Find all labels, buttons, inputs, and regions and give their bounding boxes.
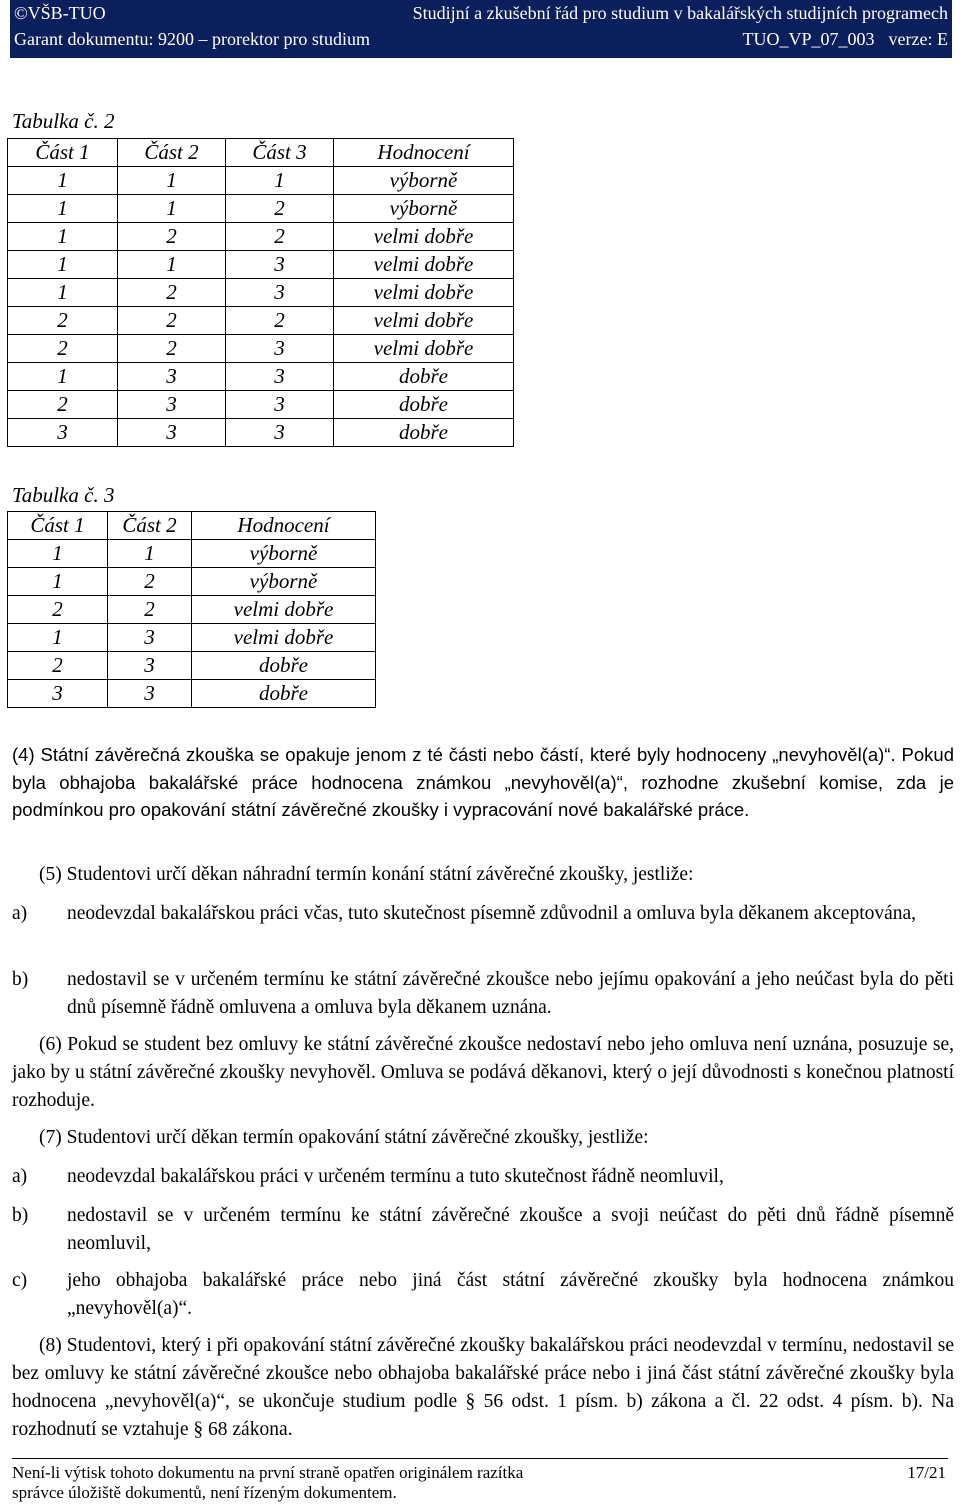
table-row (8, 279, 514, 307)
table-cell: 1 (8, 624, 108, 652)
table-cell: velmi dobře (334, 223, 514, 251)
table-cell: 1 (118, 167, 226, 195)
table-cell: 1 (8, 223, 118, 251)
table-cell: dobře (334, 391, 514, 419)
table-cell: výborně (192, 568, 376, 596)
table-row (8, 251, 514, 279)
table-row (8, 223, 514, 251)
table-cell: 2 (8, 307, 118, 335)
document-title: Studijní a zkušební řád pro studium v bakalářských studijních programech (412, 3, 948, 23)
header-cell: Část 1 (8, 139, 118, 167)
list-item (12, 966, 954, 1022)
table-row (8, 195, 514, 223)
table-row (8, 680, 376, 708)
table-cell: velmi dobře (334, 307, 514, 335)
header-cell: Hodnocení (334, 139, 514, 167)
table-row (8, 391, 514, 419)
table-cell: 2 (8, 335, 118, 363)
footer-line: Není-li výtisk tohoto dokumentu na první straně opatřen originálem razítka (12, 1463, 524, 1482)
paragraph-5: (5) Studentovi určí děkan náhradní termín konání státní závěrečné zkoušky, jestliže: (39, 864, 694, 885)
table-cell: 2 (226, 195, 334, 223)
list-item (12, 1163, 954, 1191)
table-header-row (8, 512, 376, 540)
table-cell: 3 (226, 335, 334, 363)
table-cell: dobře (192, 652, 376, 680)
header-cell: Část 2 (118, 139, 226, 167)
paragraph-4: (4) Státní závěrečná zkouška se opakuje jenom z té části nebo částí, které byly hodnoceny „nevyhověl(a)“. Pokud byla obhajoba bakalářské práce hodnocena známkou „nevyhověl(a)“, rozhodne zkušební komise, zda je podmínkou pro opakování státní závěrečné zkoušky i vypracování nové bakalářské práce. (12, 744, 954, 820)
table-3-caption: Tabulka č. 3 (12, 483, 115, 507)
page-number: 17/21 (907, 1463, 946, 1482)
table-cell: dobře (334, 419, 514, 447)
header-cell: Hodnocení (192, 512, 376, 540)
footer-line: správce úložiště dokumentů, není řízeným dokumentem. (12, 1483, 397, 1502)
table-cell: velmi dobře (192, 596, 376, 624)
table-row (8, 624, 376, 652)
table-cell: 3 (226, 363, 334, 391)
table-row (8, 568, 376, 596)
table-cell: 2 (8, 652, 108, 680)
table-row (8, 652, 376, 680)
table-cell: dobře (192, 680, 376, 708)
table-cell: 2 (118, 223, 226, 251)
document-code: TUO_VP_07_003 (742, 29, 875, 49)
table-row (8, 363, 514, 391)
table-cell: 3 (226, 391, 334, 419)
table-cell: 1 (8, 167, 118, 195)
list-item-text: jeho obhajoba bakalářské práce nebo jiná část státní závěrečné zkoušky byla hodnocena známkou „nevyhověl(a)“. (67, 1270, 954, 1319)
list-item-text: nedostavil se v určeném termínu ke státní závěrečné zkoušce a svoji neúčast do pěti dnů řádně písemně neomluvil, (67, 1205, 954, 1254)
table-cell: výborně (192, 540, 376, 568)
table-row (8, 596, 376, 624)
table-cell: 1 (118, 195, 226, 223)
table-3 (7, 511, 376, 708)
table-cell: 1 (8, 195, 118, 223)
table-header-row (8, 139, 514, 167)
list-item-label: a) (12, 1166, 28, 1187)
footer-divider (12, 1458, 948, 1459)
table-cell: velmi dobře (334, 251, 514, 279)
table-cell: 1 (8, 568, 108, 596)
list-item (12, 900, 954, 928)
table-cell: 2 (108, 568, 192, 596)
table-cell: 2 (118, 307, 226, 335)
header-cell: Část 3 (226, 139, 334, 167)
table-row (8, 307, 514, 335)
table-cell: 2 (118, 279, 226, 307)
paragraph-7: (7) Studentovi určí děkan termín opakování státní závěrečné zkoušky, jestliže: (39, 1127, 649, 1148)
table-cell: 1 (8, 363, 118, 391)
table-cell: 2 (108, 596, 192, 624)
list-item-text: neodevzdal bakalářskou práci včas, tuto skutečnost písemně zdůvodnil a omluva byla děkanem akceptována, (67, 903, 917, 924)
document-guarantor: Garant dokumentu: 9200 – prorektor pro studium (14, 29, 370, 49)
list-item-label: b) (12, 969, 29, 990)
table-cell: 3 (118, 391, 226, 419)
paragraph-8: (8) Studentovi, který i při opakování státní závěrečné zkoušky bakalářskou práci neodevzdal v termínu, nedostavil se bez omluvy ke státní závěrečné zkoušce nebo obhajoba bakalářské práce nebo i jiná část státní závěrečné zkoušky byla hodnocena „nevyhověl(a)“, se ukončuje studium podle § 56 odst. 1 písm. b) zákona a čl. 22 odst. 4 písm. b). Na rozhodnutí se vztahuje § 68 zákona. (12, 1335, 954, 1440)
table-cell: 3 (108, 624, 192, 652)
table-cell: 1 (8, 251, 118, 279)
header-cell: Část 2 (108, 512, 192, 540)
table-cell: 1 (226, 167, 334, 195)
list-item-label: c) (12, 1270, 28, 1291)
table-cell: velmi dobře (334, 279, 514, 307)
table-cell: 2 (226, 307, 334, 335)
table-cell: 3 (118, 363, 226, 391)
table-row (8, 419, 514, 447)
table-cell: 1 (8, 279, 118, 307)
table-cell: 2 (8, 391, 118, 419)
table-2 (7, 138, 514, 447)
table-row (8, 540, 376, 568)
list-item-label: a) (12, 903, 28, 924)
table-cell: 2 (226, 223, 334, 251)
table-cell: 3 (118, 419, 226, 447)
table-cell: 1 (108, 540, 192, 568)
table-cell: 3 (226, 251, 334, 279)
document-header (10, 0, 952, 58)
table-cell: 1 (8, 540, 108, 568)
table-cell: 3 (108, 680, 192, 708)
list-item-text: neodevzdal bakalářskou práci v určeném termínu a tuto skutečnost řádně neomluvil, (67, 1166, 724, 1187)
document-footer (12, 1463, 946, 1503)
list-item-text: nedostavil se v určeném termínu ke státní závěrečné zkoušce nebo jejímu opakování a jeho neúčast byla do pěti dnů písemně řádně omluvena a omluva byla děkanem uznána. (67, 969, 954, 1018)
table-cell: 3 (108, 652, 192, 680)
copyright: ©VŠB-TUO (14, 3, 106, 23)
table-cell: výborně (334, 167, 514, 195)
table-cell: 3 (226, 279, 334, 307)
table-cell: 2 (8, 596, 108, 624)
table-cell: velmi dobře (192, 624, 376, 652)
table-row (8, 335, 514, 363)
table-cell: 3 (226, 419, 334, 447)
list-item (12, 1267, 954, 1323)
table-cell: 3 (8, 680, 108, 708)
table-2-caption: Tabulka č. 2 (12, 109, 115, 133)
table-cell: 1 (118, 251, 226, 279)
table-cell: výborně (334, 195, 514, 223)
list-item-label: b) (12, 1205, 29, 1226)
table-cell: dobře (334, 363, 514, 391)
header-cell: Část 1 (8, 512, 108, 540)
table-cell: 2 (118, 335, 226, 363)
table-cell: 3 (8, 419, 118, 447)
table-row (8, 167, 514, 195)
paragraph-6: (6) Pokud se student bez omluvy ke státní závěrečné zkoušce nedostaví nebo jeho omluva není uznána, posuzuje se, jako by u státní závěrečné zkoušky nevyhověl. Omluva se podává děkanovi, který o její důvodnosti s konečnou platností rozhoduje. (12, 1034, 954, 1111)
list-item (12, 1202, 954, 1258)
table-cell: velmi dobře (334, 335, 514, 363)
document-version: verze: E (888, 29, 948, 49)
